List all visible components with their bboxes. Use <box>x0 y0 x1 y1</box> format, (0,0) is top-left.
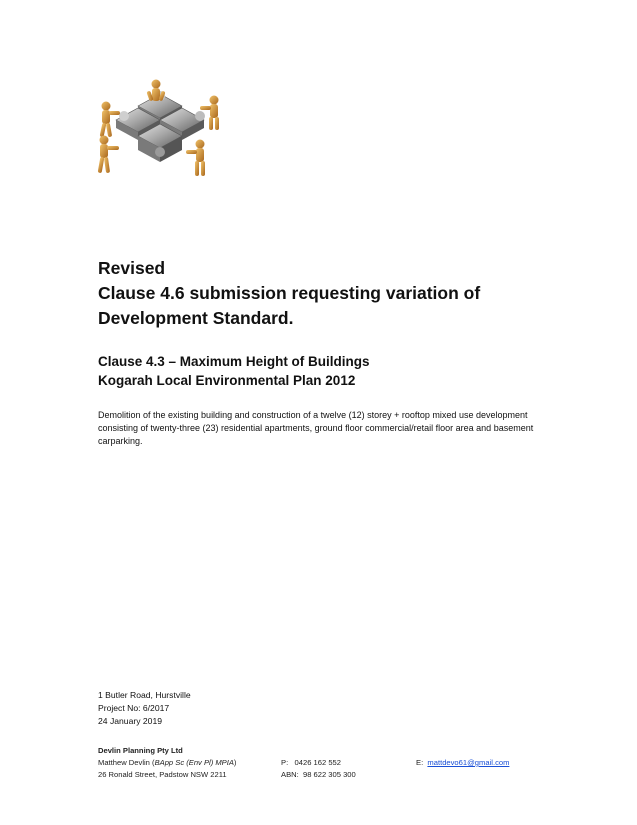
title-line-1: Revised <box>98 258 166 278</box>
street-address: 26 Ronald Street, Padstow NSW 2211 <box>98 770 227 779</box>
contact-name: Matthew Devlin (BApp Sc (Env Pl) MPIA) <box>98 758 237 767</box>
email-label: E: <box>416 758 424 767</box>
project-address: 1 Butler Road, Hurstville <box>98 690 191 700</box>
phone-line <box>281 757 341 769</box>
footer-row-1 <box>98 757 568 769</box>
footer-contact <box>98 745 568 781</box>
document-subtitle <box>98 352 370 390</box>
phone-number: 0426 162 552 <box>294 758 341 767</box>
figure-bottom-left <box>98 136 119 174</box>
project-description: Demolition of the existing building and construction of a twelve (12) storey + rooftop mixed use development consisting of twenty-three (23) residential apartments, ground floor commercial/retail floor area and basement carparking. <box>98 410 534 446</box>
figure-top <box>146 80 165 102</box>
project-details <box>98 689 191 729</box>
document-title <box>98 256 480 331</box>
abn-number: 98 622 305 300 <box>302 770 356 779</box>
abn-label: ABN: <box>281 770 299 779</box>
email-link[interactable]: mattdevo61@gmail.com <box>427 758 510 767</box>
title-line-2: Clause 4.6 submission requesting variation of <box>98 283 481 303</box>
contact-credentials: BApp Sc (Env Pl) MPIA <box>154 758 234 767</box>
subtitle-line-1: Clause 4.3 – Maximum Height of Buildings <box>98 354 370 369</box>
title-line-3: Development Standard. <box>98 308 294 328</box>
subtitle-line-2: Kogarah Local Environmental Plan 2012 <box>98 373 356 388</box>
project-date: 24 January 2019 <box>98 716 163 727</box>
email-line <box>416 757 509 769</box>
footer-row-2 <box>98 769 568 781</box>
abn-line <box>281 769 356 781</box>
project-number: Project No: 6/2017 <box>98 703 170 714</box>
figure-bottom-right <box>186 140 205 177</box>
phone-label: P: <box>281 758 289 767</box>
puzzle-figures-logo <box>96 78 224 180</box>
company-name: Devlin Planning Pty Ltd <box>98 746 183 755</box>
